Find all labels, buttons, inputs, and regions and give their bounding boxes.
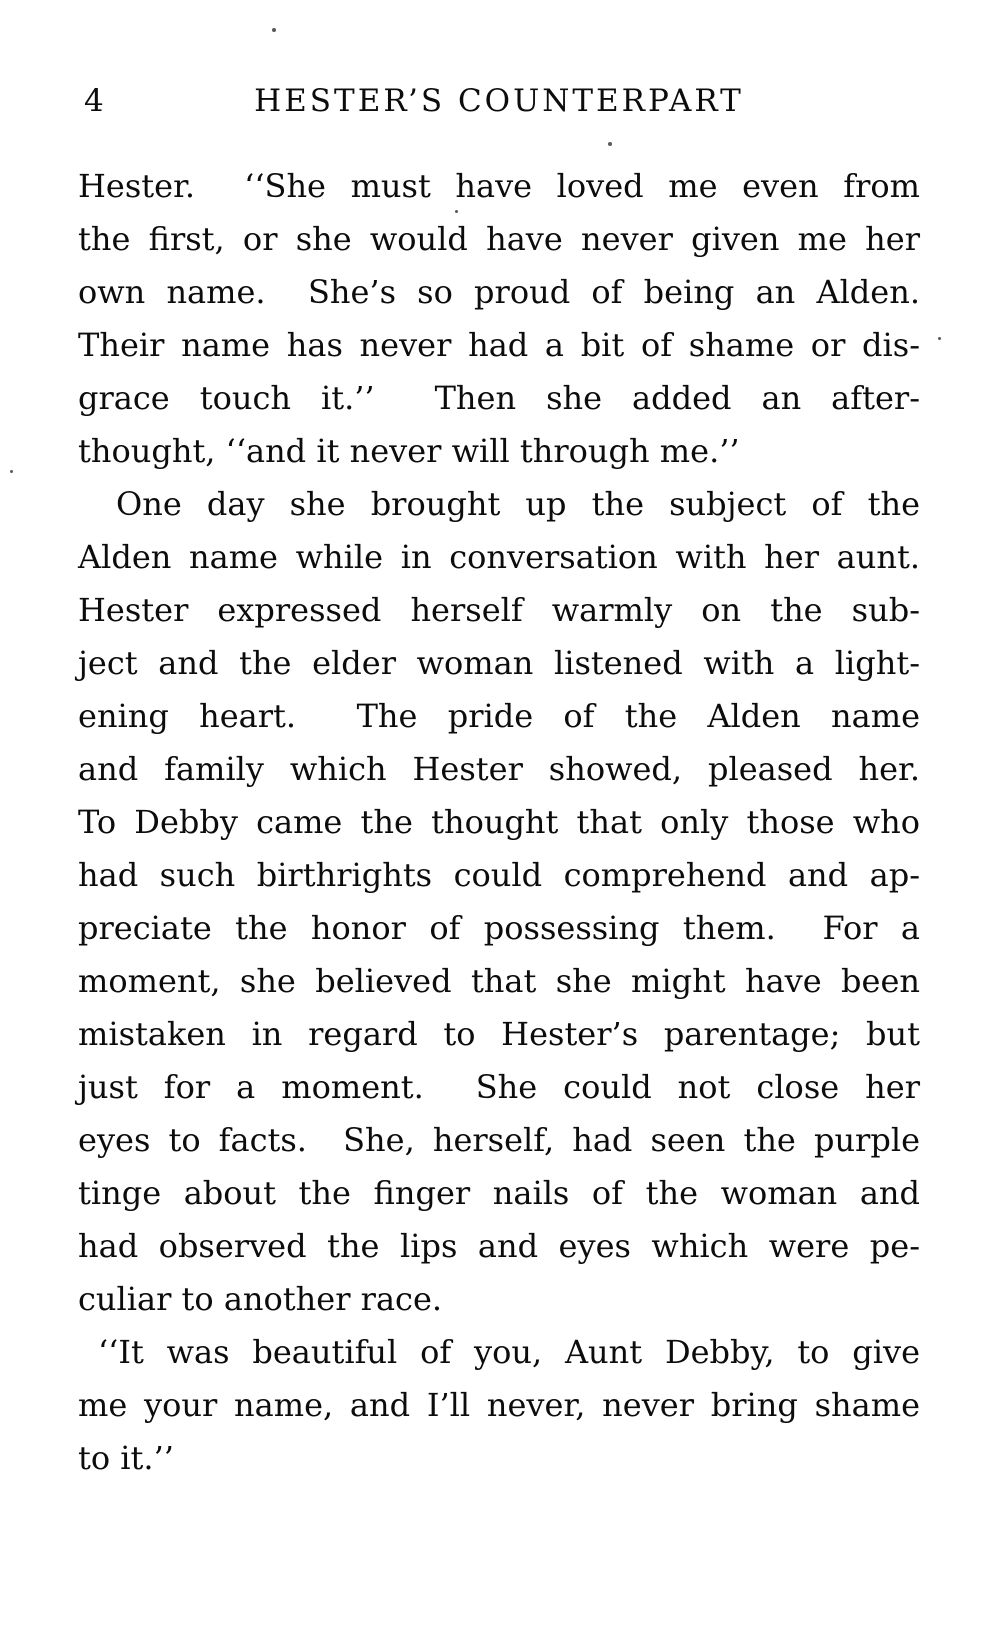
- text-line: eyes to facts. She, herself, had seen the purple: [78, 1121, 920, 1159]
- text-line: Hester expressed herself warmly on the sub-: [78, 591, 920, 629]
- text-line: had observed the lips and eyes which were pe-: [78, 1227, 920, 1265]
- text-line: Their name has never had a bit of shame or dis-: [78, 326, 920, 364]
- text-line: Alden name while in conversation with her aunt.: [78, 538, 920, 576]
- text-line: own name. She’s so proud of being an Alden.: [78, 273, 920, 311]
- scan-speck: [608, 142, 612, 146]
- text-line: and family which Hester showed, pleased her.: [78, 750, 920, 788]
- running-header: [78, 82, 920, 122]
- scan-speck: [938, 337, 941, 340]
- text-line: grace touch it.’’ Then she added an after-: [78, 379, 920, 417]
- text-line: culiar to another race.: [78, 1280, 443, 1318]
- scan-speck: [455, 210, 458, 213]
- paragraph: [78, 160, 920, 478]
- text-line: Hester. ‘‘She must have loved me even from: [78, 167, 920, 205]
- paragraph: [78, 478, 920, 1326]
- text-line: thought, ‘‘and it never will through me.’’: [78, 432, 740, 470]
- text-line: To Debby came the thought that only those who: [78, 803, 920, 841]
- text-line: ening heart. The pride of the Alden name: [78, 697, 920, 735]
- text-line: tinge about the finger nails of the woman and: [78, 1174, 920, 1212]
- text-line: had such birthrights could comprehend and ap-: [78, 856, 920, 894]
- text-line: preciate the honor of possessing them. For a: [78, 909, 920, 947]
- paragraph: [78, 1326, 920, 1485]
- text-line: ject and the elder woman listened with a light-: [78, 644, 920, 682]
- text-line: mistaken in regard to Hester’s parentage; but: [78, 1015, 920, 1053]
- text-line: me your name, and I’ll never, never bring shame: [78, 1386, 920, 1424]
- scan-speck: [10, 470, 13, 473]
- running-header-title: HESTER’S COUNTERPART: [254, 83, 744, 119]
- text-line: to it.’’: [78, 1439, 174, 1477]
- scan-speck: [272, 28, 276, 32]
- body-text: [78, 160, 920, 1485]
- text-line: ‘‘It was beautiful of you, Aunt Debby, to give: [98, 1333, 920, 1371]
- text-line: the first, or she would have never given me her: [78, 220, 920, 258]
- text-line: just for a moment. She could not close her: [78, 1068, 920, 1106]
- page-number: 4: [84, 83, 104, 119]
- text-line: moment, she believed that she might have been: [78, 962, 920, 1000]
- text-line: One day she brought up the subject of the: [116, 485, 920, 523]
